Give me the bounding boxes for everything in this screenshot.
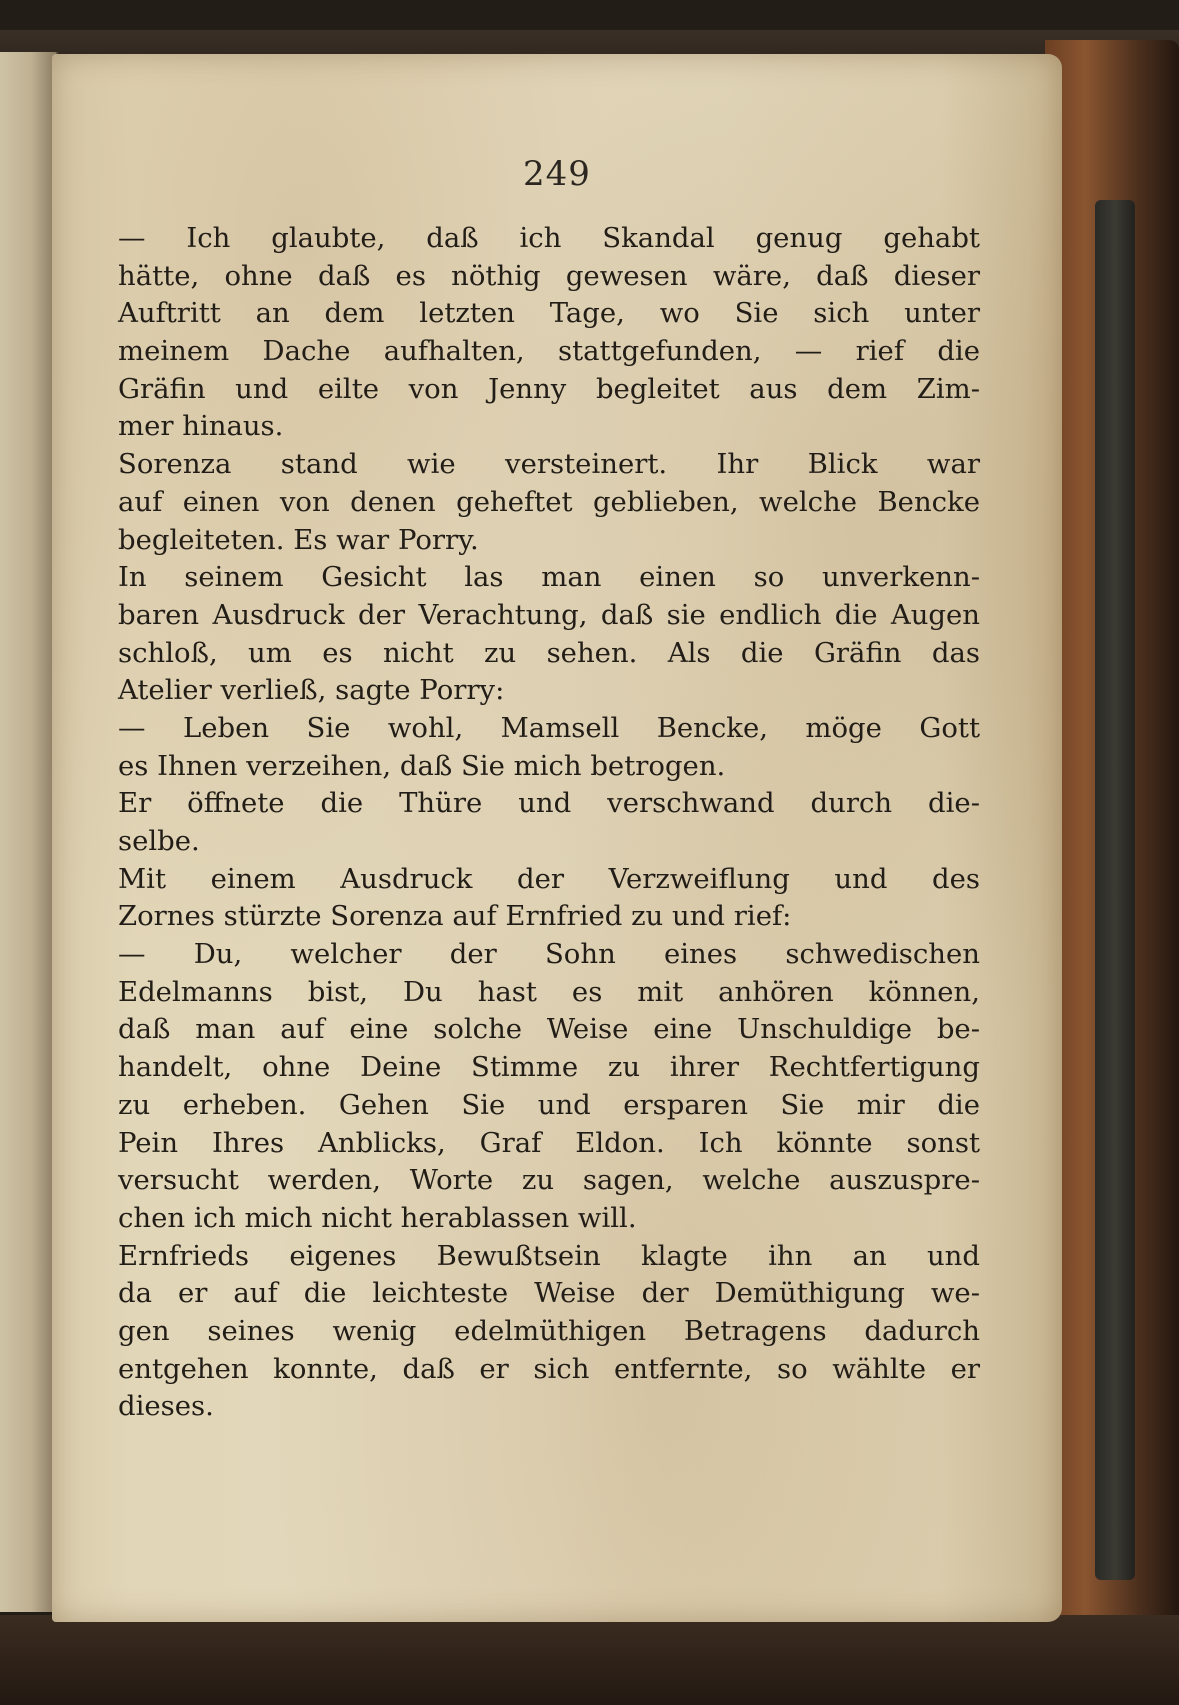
book-spine-binding <box>1095 200 1135 1580</box>
text-line: Pein Ihres Anblicks, Graf Eldon. Ich könnte sonst <box>118 1126 980 1159</box>
text-line: — Ich glaubte, daß ich Skandal genug gehabt <box>118 222 980 254</box>
text-line: Sorenza stand wie versteinert. Ihr Blick war <box>118 448 980 481</box>
text-line: — Leben Sie wohl, Mamsell Bencke, möge Gott <box>118 711 980 744</box>
text-line: meinem Dache aufhalten, stattgefunden, — rief die <box>118 335 980 368</box>
text-line: Mit einem Ausdruck der Verzweiflung und des <box>118 862 980 895</box>
text-line: Zornes stürzte Sorenza auf Ernfried zu und rief: <box>118 900 792 933</box>
text-line: zu erheben. Gehen Sie und ersparen Sie mir die <box>118 1088 980 1121</box>
text-line: Er öffnete die Thüre und verschwand durch die- <box>118 787 980 820</box>
text-line: mer hinaus. <box>118 410 284 443</box>
text-line: Atelier verließ, sagte Porry: <box>118 674 505 707</box>
text-line: dieses. <box>118 1390 214 1423</box>
book-cover-bottom <box>0 1615 1179 1705</box>
text-line: da er auf die leichteste Weise der Demüthigung we- <box>118 1277 980 1310</box>
text-line: auf einen von denen geheftet geblieben, welche Bencke <box>118 485 980 518</box>
text-line: es Ihnen verzeihen, daß Sie mich betrogen. <box>118 749 726 782</box>
facing-page-edge <box>0 52 58 1612</box>
page-number: 249 <box>523 154 591 194</box>
text-line: — Du, welcher der Sohn eines schwedischen <box>118 938 980 971</box>
book-page <box>52 54 1062 1622</box>
text-line: hätte, ohne daß es nöthig gewesen wäre, daß dieser <box>118 259 980 292</box>
text-line: daß man auf eine solche Weise eine Unschuldige be- <box>118 1013 980 1046</box>
text-line: entgehen konnte, daß er sich entfernte, so wählte er <box>118 1352 980 1385</box>
text-line: chen ich mich nicht herablassen will. <box>118 1201 637 1234</box>
text-line: Ernfrieds eigenes Bewußtsein klagte ihn an und <box>118 1239 980 1272</box>
text-line: begleiteten. Es war Porry. <box>118 523 479 556</box>
text-line: gen seines wenig edelmüthigen Betragens dadurch <box>118 1314 980 1347</box>
text-line: baren Ausdruck der Verachtung, daß sie endlich die Augen <box>118 598 980 631</box>
text-line: Auftritt an dem letzten Tage, wo Sie sich unter <box>118 297 980 330</box>
text-line: Edelmanns bist, Du hast es mit anhören können, <box>118 975 980 1008</box>
text-line: In seinem Gesicht las man einen so unverkenn- <box>118 561 980 594</box>
text-line: selbe. <box>118 825 200 857</box>
text-line: Gräfin und eilte von Jenny begleitet aus dem Zim- <box>118 372 980 405</box>
text-line: handelt, ohne Deine Stimme zu ihrer Rechtfertigung <box>118 1051 980 1084</box>
text-line: schloß, um es nicht zu sehen. Als die Gräfin das <box>118 636 980 669</box>
text-line: versucht werden, Worte zu sagen, welche auszuspre- <box>118 1164 980 1197</box>
page-text <box>118 220 980 1426</box>
